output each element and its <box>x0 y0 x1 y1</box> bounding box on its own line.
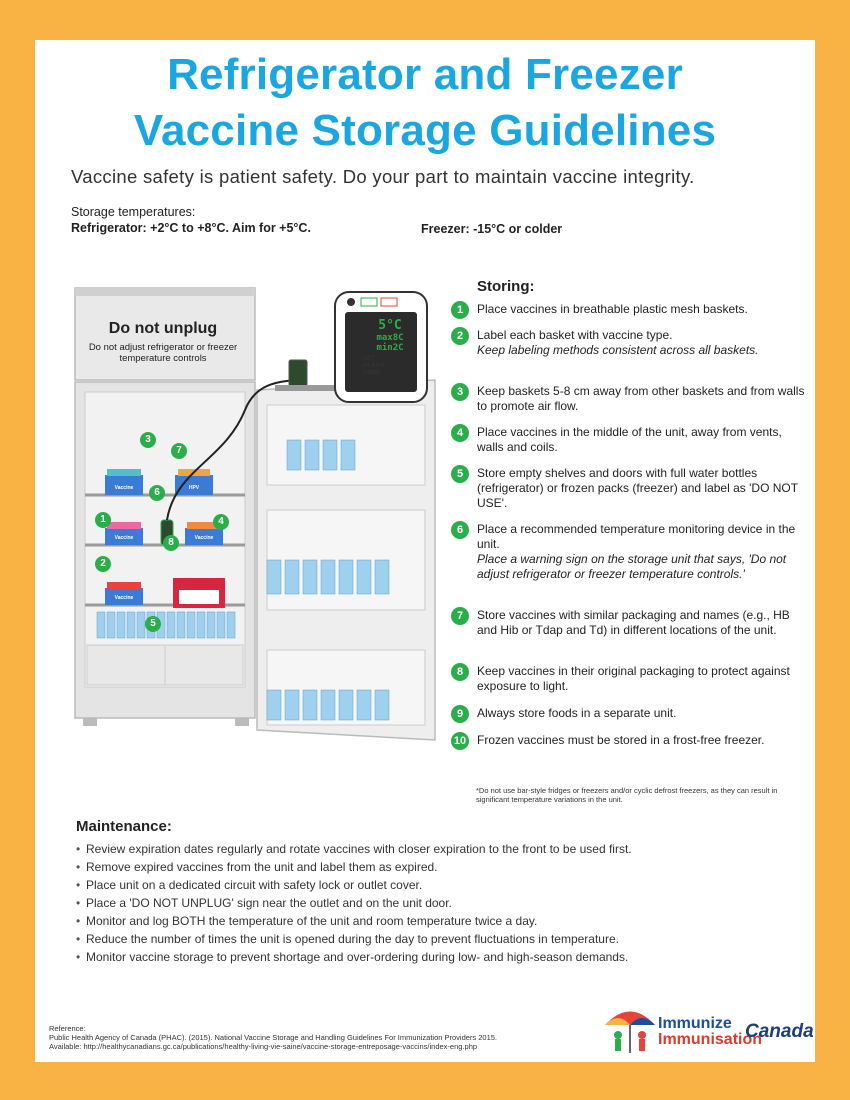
logo-immunize: Immunize <box>658 1015 732 1032</box>
step-text: Place a recommended temperature monitoring device in the unit. <box>477 522 796 551</box>
basket-label-1: Vaccine <box>114 535 134 541</box>
storing-step-1 <box>451 302 811 317</box>
step-text: Frozen vaccines must be stored in a frost-free freezer. <box>477 733 765 747</box>
monitor-alarm-label: ALARM <box>363 363 385 369</box>
list-item: • Monitor and log BOTH the temperature of the unit and room temperature twice a day. <box>76 912 632 930</box>
step-note: Place a warning sign on the storage unit that says, 'Do not adjust refrigerator or freezer temperature controls.' <box>477 552 787 581</box>
list-item: • Remove expired vaccines from the unit and label them as expired. <box>76 858 632 876</box>
step-number: 8 <box>451 663 469 681</box>
step-text: Place vaccines in the middle of the unit, away from vents, walls and coils. <box>477 425 782 454</box>
badge-2: 2 <box>95 556 111 572</box>
step-number: 4 <box>451 424 469 442</box>
badge-1: 1 <box>95 512 111 528</box>
basket-label-4: Vaccine <box>194 535 214 541</box>
badge-4: 4 <box>213 514 229 530</box>
list-item: • Reduce the number of times the unit is opened during the day to prevent fluctuations in temperature. <box>76 930 632 948</box>
monitor-max: max8C <box>376 333 404 343</box>
do-not-unplug-sign <box>83 320 243 364</box>
reference-label: Reference: <box>49 1024 86 1033</box>
list-item: • Place a 'DO NOT UNPLUG' sign near the outlet and on the unit door. <box>76 894 632 912</box>
step-number: 10 <box>451 732 469 750</box>
basket-label-3: Vaccine <box>114 485 134 491</box>
list-item: • Monitor vaccine storage to prevent shortage and over-ordering during low- and high-season demands. <box>76 948 632 966</box>
storing-step-7 <box>451 608 811 638</box>
storing-step-8 <box>451 664 811 694</box>
storing-step-6 <box>451 522 811 582</box>
storing-step-5 <box>451 466 811 511</box>
immunize-canada-logo <box>600 1003 814 1058</box>
logo-immunisation: Immunisation <box>658 1031 763 1048</box>
step-text: Keep baskets 5-8 cm away from other baskets and from walls to promote air flow. <box>477 384 805 413</box>
poster-page <box>35 40 815 1062</box>
step-number: 7 <box>451 607 469 625</box>
badge-8: 8 <box>163 535 179 551</box>
step-number: 9 <box>451 705 469 723</box>
step-text: Label each basket with vaccine type. <box>477 328 673 342</box>
basket-label-2: Vaccine <box>114 595 134 601</box>
step-text: Place vaccines in breathable plastic mesh baskets. <box>477 302 748 316</box>
list-item: • Place unit on a dedicated circuit with safety lock or outlet cover. <box>76 876 632 894</box>
storing-step-10 <box>451 733 811 748</box>
maintenance-heading: Maintenance: <box>76 818 172 835</box>
badge-6: 6 <box>149 485 165 501</box>
storage-temperatures <box>71 205 563 236</box>
unplug-note: Do not adjust refrigerator or freezer temperature controls <box>88 342 238 364</box>
step-number: 1 <box>451 301 469 319</box>
temps-label: Storage temperatures: <box>71 205 196 219</box>
footnote: *Do not use bar-style fridges or freezers and/or cyclic defrost freezers, as they can result in significant temperature variations in the unit. <box>476 786 778 804</box>
maintenance-list <box>76 840 632 966</box>
monitor-buttons <box>363 356 385 377</box>
storing-step-3 <box>451 384 811 414</box>
refrigerator-temp: Refrigerator: +2°C to +8°C. Aim for +5°C. <box>71 221 311 235</box>
step-text: Always store foods in a separate unit. <box>477 706 677 720</box>
step-number: 2 <box>451 327 469 345</box>
title-line-1: Refrigerator and Freezer <box>167 50 683 99</box>
monitor-min: min2C <box>376 343 404 353</box>
storing-step-2 <box>451 328 811 358</box>
step-number: 3 <box>451 383 469 401</box>
basket-label-7: HPV <box>188 485 200 491</box>
badge-7: 7 <box>171 443 187 459</box>
monitor-readout <box>365 318 415 353</box>
step-number: 5 <box>451 465 469 483</box>
step-text: Store empty shelves and doors with full water bottles (refrigerator) or frozen packs (freezer) and label as 'DO NOT USE'. <box>477 466 798 510</box>
step-text: Keep vaccines in their original packaging to protect against exposure to light. <box>477 664 790 693</box>
monitor-mode-label: MODE <box>363 370 381 376</box>
storing-step-4 <box>451 425 811 455</box>
subtitle: Vaccine safety is patient safety. Do your part to maintain vaccine integrity. <box>71 166 695 187</box>
step-text: Store vaccines with similar packaging and names (e.g., HB and Hib or Tdap and Td) in different locations of the unit. <box>477 608 790 637</box>
step-note: Keep labeling methods consistent across all baskets. <box>477 343 759 357</box>
badge-5: 5 <box>145 616 161 632</box>
freezer-temp: Freezer: -15°C or colder <box>421 222 563 236</box>
list-item: • Review expiration dates regularly and rotate vaccines with closer expiration to the front to be used first. <box>76 840 632 858</box>
storing-heading: Storing: <box>477 278 535 295</box>
display-device <box>289 360 307 386</box>
storing-step-9 <box>451 706 811 721</box>
monitor-temp: 5°C <box>378 318 402 333</box>
title-line-2: Vaccine Storage Guidelines <box>133 106 717 155</box>
reference-citation: Public Health Agency of Canada (PHAC). (2015). National Vaccine Storage and Handling Guidelines For Immunization Providers 2015. <box>49 1033 498 1042</box>
reference-url: Available: http://healthycanadians.gc.ca/publications/healthy-living-vie-saine/vaccine-storage-entreposage-vaccins/index-eng.php <box>49 1042 478 1051</box>
unplug-heading: Do not unplug <box>108 320 218 337</box>
logo-canada: Canada <box>745 1021 814 1042</box>
badge-3: 3 <box>140 432 156 448</box>
monitor-set-label: SET <box>363 356 375 362</box>
step-number: 6 <box>451 521 469 539</box>
umbrella-family-icon <box>600 1003 660 1058</box>
reference <box>49 1024 497 1051</box>
